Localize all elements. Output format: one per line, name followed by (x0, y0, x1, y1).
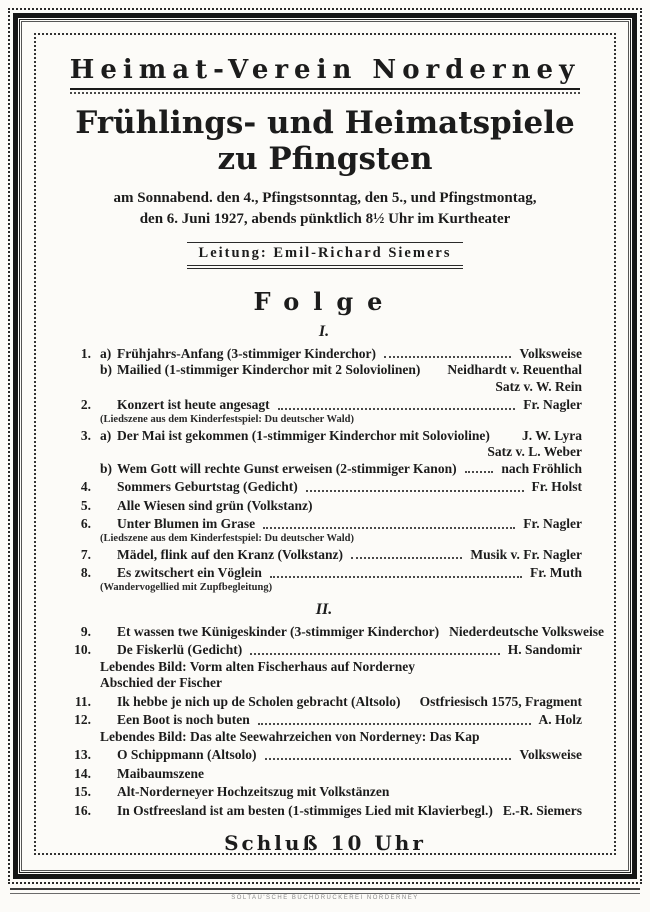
item-number: 6. (80, 516, 91, 532)
dot-leader (270, 576, 522, 578)
item-attribution: nach Fröhlich (501, 460, 582, 476)
item-body (100, 565, 582, 594)
program-section (66, 600, 604, 820)
item-number: 1. (80, 345, 91, 361)
item-body (100, 479, 582, 496)
program-item (66, 747, 582, 764)
item-number: 10. (74, 642, 91, 658)
inner-dotted-border (34, 33, 616, 855)
leader-spacer (493, 803, 503, 820)
program-item (66, 623, 604, 641)
item-letter (100, 624, 117, 641)
item-body (100, 766, 582, 783)
item-line (100, 547, 582, 564)
section-label: II. (315, 600, 333, 618)
item-title: Sommers Geburtstag (Gedicht) (117, 479, 298, 495)
item-title: Der Mai ist gekommen (1-stimmiger Kinderchor mit Solovioline) (117, 427, 490, 443)
item-letter: b) (100, 362, 113, 378)
leader-spacer (439, 624, 449, 641)
item-number: 3. (80, 427, 91, 443)
program-item (66, 766, 582, 783)
item-note: (Liedszene aus dem Kinderfestspiel: Du deutscher Wald) (100, 413, 354, 425)
item-title: Maibaumszene (117, 765, 204, 781)
club-name-block (58, 55, 592, 90)
dot-leader (278, 408, 516, 410)
item-attribution: Ostfriesisch 1575, Fragment (419, 693, 582, 709)
leader-spacer (420, 362, 447, 379)
item-number: 12. (74, 712, 91, 728)
dot-leader (465, 471, 494, 473)
program-sections (58, 322, 604, 820)
item-number: 8. (80, 565, 91, 581)
item-attribution: H. Sandomir (507, 642, 582, 658)
item-body (100, 516, 582, 545)
item-letter (100, 397, 117, 414)
item-title: Een Boot is noch buten (117, 712, 250, 728)
item-title: Ik hebbe je nich up de Scholen gebracht (Altsolo) (117, 693, 401, 709)
item-attribution: Fr. Holst (531, 479, 582, 495)
item-letter (100, 803, 117, 820)
item-title: Alt-Norderneyer Hochzeitszug mit Volkstänzen (117, 784, 390, 800)
program-item (66, 479, 582, 496)
bottom-decorative-rule (10, 888, 640, 894)
item-title: Frühjahrs-Anfang (3-stimmiger Kinderchor) (117, 345, 376, 361)
item-letter: a) (100, 345, 112, 361)
dot-leader (250, 653, 500, 655)
leader-spacer (401, 694, 420, 711)
item-title: Wem Gott will rechte Gunst erweisen (2-stimmiger Kanon) (117, 460, 457, 476)
direction-label: Leitung: Emil-Richard Siemers (187, 242, 464, 269)
item-attribution: J. W. Lyra (521, 427, 582, 443)
dot-leader (265, 758, 512, 760)
item-body (100, 428, 582, 478)
item-body (100, 803, 582, 820)
item-attribution: Volksweise (519, 345, 582, 361)
item-line (100, 479, 582, 496)
item-line (100, 642, 582, 659)
direction-block (58, 242, 592, 269)
item-letter (100, 565, 117, 582)
program-item (66, 547, 582, 564)
program-section (66, 323, 582, 594)
item-number: 9. (80, 623, 91, 639)
event-dates-line2: den 6. Juni 1927, abends pünktlich 8½ Uhr im Kurtheater (139, 210, 511, 227)
item-attribution: Fr. Nagler (523, 516, 582, 532)
item-body (100, 547, 582, 564)
item-number: 5. (80, 497, 91, 513)
item-title: Mädel, flink auf den Kranz (Volkstanz) (117, 546, 344, 562)
item-number: 16. (74, 802, 91, 818)
item-title: Et wassen twe Künigeskinder (3-stimmiger Kinderchor) (117, 623, 440, 639)
item-attribution: A. Holz (538, 712, 582, 728)
event-title-line1: Frühlings- und Heimatspiele (75, 105, 575, 141)
section-label: I. (318, 322, 330, 340)
item-number: 15. (74, 784, 91, 800)
item-letter (100, 498, 117, 515)
item-note: (Wandervogellied mit Zupfbegleitung) (100, 581, 273, 593)
program-item (66, 516, 582, 545)
item-body (100, 642, 582, 692)
item-letter: a) (100, 427, 112, 443)
item-letter (100, 712, 117, 729)
item-line (100, 498, 582, 515)
event-dates (58, 188, 592, 230)
dot-leader (384, 356, 512, 358)
item-body (100, 694, 582, 711)
item-line (100, 516, 582, 533)
item-continuation: Abschied der Fischer (100, 675, 222, 691)
item-line (100, 346, 582, 363)
program-item (66, 694, 582, 711)
item-line (100, 428, 582, 445)
item-title: Mailied (1-stimmiger Kinderchor mit 2 Soloviolinen) (117, 362, 421, 378)
club-name: Heimat-Verein Norderney (70, 55, 580, 90)
item-line (100, 747, 582, 764)
item-line (100, 712, 582, 729)
item-attribution: Fr. Muth (529, 565, 582, 581)
leader-spacer (490, 428, 522, 445)
item-line (100, 461, 582, 478)
event-title (58, 106, 592, 178)
item-number: 14. (74, 765, 91, 781)
item-title: Alle Wiesen sind grün (Volkstanz) (117, 497, 313, 513)
item-title: In Ostfreesland ist am besten (1-stimmiges Lied mit Klavierbegl.) (117, 802, 493, 818)
item-title: De Fiskerlü (Gedicht) (117, 642, 243, 658)
item-attribution: Volksweise (519, 747, 582, 763)
program-item (66, 346, 582, 396)
item-continuation: Lebendes Bild: Vorm alten Fischerhaus auf Norderney (100, 658, 416, 674)
item-line (100, 803, 582, 820)
item-body (100, 397, 582, 426)
item-title: O Schippmann (Altsolo) (117, 747, 257, 763)
item-number: 13. (74, 747, 91, 763)
item-attribution: Fr. Nagler (523, 397, 582, 413)
item-attribution: Niederdeutsche Volksweise (449, 623, 604, 639)
item-note: (Liedszene aus dem Kinderfestspiel: Du deutscher Wald) (100, 532, 354, 544)
item-letter (100, 547, 117, 564)
item-letter (100, 516, 117, 533)
item-letter (100, 747, 117, 764)
program-item (66, 498, 582, 515)
item-letter (100, 642, 117, 659)
item-attribution-line: Satz v. W. Rein (495, 378, 582, 394)
item-number: 4. (80, 479, 91, 495)
item-title: Es zwitschert ein Vöglein (117, 565, 262, 581)
event-title-line2: zu Pfingsten (217, 140, 433, 177)
item-letter (100, 766, 117, 783)
item-body (100, 784, 582, 801)
program-item (66, 784, 582, 801)
item-line (100, 694, 582, 711)
item-continuation: Lebendes Bild: Das alte Seewahrzeichen von Norderney: Das Kap (100, 728, 480, 744)
item-attribution-line: Satz v. L. Weber (487, 444, 582, 460)
program-item (66, 803, 582, 820)
item-letter (100, 479, 117, 496)
item-title: Konzert ist heute angesagt (117, 397, 270, 413)
item-body (100, 712, 582, 745)
program-item (66, 397, 582, 426)
item-number: 11. (74, 693, 91, 709)
item-line (100, 766, 582, 783)
item-body (100, 498, 582, 515)
item-letter (100, 694, 117, 711)
item-line (100, 362, 582, 379)
program-heading: Folge (253, 286, 397, 316)
item-attribution: Neidhardt v. Reuenthal (447, 362, 582, 378)
closing-text: Schluß 10 Uhr (224, 831, 426, 855)
program-item (66, 712, 582, 745)
dot-leader (306, 490, 524, 492)
item-attribution: E.-R. Siemers (502, 802, 582, 818)
printer-imprint: SOLTAU'SCHE BUCHDRUCKEREI NORDERNEY (231, 895, 419, 901)
dot-leader (258, 723, 531, 725)
item-body (100, 623, 604, 641)
program-item (66, 565, 582, 594)
item-line (100, 784, 582, 801)
item-title: Unter Blumen im Grase (117, 516, 256, 532)
item-number: 7. (80, 546, 91, 562)
program-item (66, 642, 582, 692)
item-attribution: Musik v. Fr. Nagler (470, 546, 582, 562)
dot-leader (351, 557, 462, 559)
item-line (100, 623, 604, 641)
item-line (100, 397, 582, 414)
event-dates-line1: am Sonnabend. den 4., Pfingstsonntag, den 5., und Pfingstmontag, (113, 189, 537, 206)
item-line (100, 565, 582, 582)
item-letter (100, 784, 117, 801)
dot-leader (263, 527, 515, 529)
item-body (100, 747, 582, 764)
item-letter: b) (100, 460, 113, 476)
item-number: 2. (80, 397, 91, 413)
program-item (66, 428, 582, 478)
item-body (100, 346, 582, 396)
